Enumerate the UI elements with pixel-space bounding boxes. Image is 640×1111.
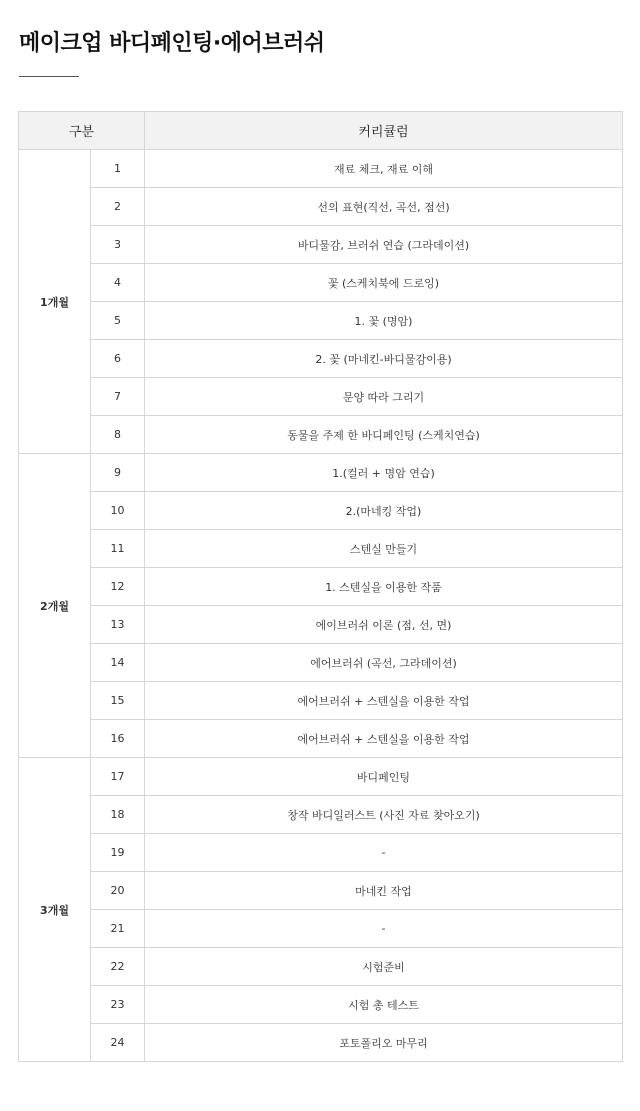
month-label: 3개월	[19, 758, 91, 1062]
table-row	[19, 796, 623, 834]
table-row	[19, 416, 623, 454]
table-row	[19, 150, 623, 188]
session-topic: -	[145, 910, 623, 948]
session-number: 24	[91, 1024, 145, 1062]
session-number: 20	[91, 872, 145, 910]
table-row	[19, 188, 623, 226]
table-row	[19, 834, 623, 872]
table-row	[19, 644, 623, 682]
title-underline	[19, 76, 79, 77]
session-topic: 2. 꽃 (마네킨-바디물감이용)	[145, 340, 623, 378]
header-group: 구분	[19, 112, 145, 150]
session-number: 4	[91, 264, 145, 302]
session-topic: 스텐실 만들기	[145, 530, 623, 568]
table-row	[19, 720, 623, 758]
table-row	[19, 682, 623, 720]
curriculum-table	[18, 111, 623, 1062]
table-row	[19, 758, 623, 796]
session-number: 21	[91, 910, 145, 948]
table-row	[19, 568, 623, 606]
session-number: 19	[91, 834, 145, 872]
table-row	[19, 530, 623, 568]
session-number: 2	[91, 188, 145, 226]
table-row	[19, 378, 623, 416]
session-number: 14	[91, 644, 145, 682]
page-title: 메이크업 바디페인팅·에어브러쉬	[19, 31, 325, 56]
session-number: 8	[91, 416, 145, 454]
table-row	[19, 226, 623, 264]
session-topic: 재료 체크, 재료 이해	[145, 150, 623, 188]
table-row	[19, 340, 623, 378]
session-topic: 바디물감, 브러쉬 연습 (그라데이션)	[145, 226, 623, 264]
session-topic: 시험 총 테스트	[145, 986, 623, 1024]
session-topic: 1. 스텐실을 이용한 작품	[145, 568, 623, 606]
table-row	[19, 606, 623, 644]
table-row	[19, 986, 623, 1024]
session-topic: 마네킨 작업	[145, 872, 623, 910]
session-topic: 에어브러쉬 + 스텐실을 이용한 작업	[145, 682, 623, 720]
session-topic: 시험준비	[145, 948, 623, 986]
month-label: 2개월	[19, 454, 91, 758]
table-row	[19, 948, 623, 986]
table-row	[19, 492, 623, 530]
session-topic: 1. 꽃 (명암)	[145, 302, 623, 340]
table-header-row	[19, 112, 623, 150]
session-topic: 포토폴리오 마무리	[145, 1024, 623, 1062]
session-topic: 에어브러쉬 + 스텐실을 이용한 작업	[145, 720, 623, 758]
session-number: 23	[91, 986, 145, 1024]
session-number: 12	[91, 568, 145, 606]
session-number: 18	[91, 796, 145, 834]
session-number: 15	[91, 682, 145, 720]
session-number: 17	[91, 758, 145, 796]
session-topic: 동물을 주제 한 바디페인팅 (스케치연습)	[145, 416, 623, 454]
session-number: 7	[91, 378, 145, 416]
session-topic: 문양 따라 그리기	[145, 378, 623, 416]
session-number: 9	[91, 454, 145, 492]
session-topic: 2.(마네킹 작업)	[145, 492, 623, 530]
table-row	[19, 872, 623, 910]
session-topic: 에어브러쉬 (곡선, 그라데이션)	[145, 644, 623, 682]
session-topic: 바디페인팅	[145, 758, 623, 796]
session-number: 10	[91, 492, 145, 530]
table-row	[19, 454, 623, 492]
session-topic: 꽃 (스케치북에 드로잉)	[145, 264, 623, 302]
table-row	[19, 264, 623, 302]
session-topic: 1.(컬러 + 명암 연습)	[145, 454, 623, 492]
session-number: 22	[91, 948, 145, 986]
session-number: 5	[91, 302, 145, 340]
session-number: 13	[91, 606, 145, 644]
table-row	[19, 302, 623, 340]
session-number: 3	[91, 226, 145, 264]
session-topic: 에이브러쉬 이론 (점, 선, 면)	[145, 606, 623, 644]
table-row	[19, 1024, 623, 1062]
curriculum-body	[19, 150, 623, 1062]
session-topic: 선의 표현(직선, 곡선, 점선)	[145, 188, 623, 226]
session-number: 1	[91, 150, 145, 188]
session-number: 6	[91, 340, 145, 378]
session-topic: 창작 바디일러스트 (사진 자료 찾아오기)	[145, 796, 623, 834]
session-topic: -	[145, 834, 623, 872]
month-label: 1개월	[19, 150, 91, 454]
table-row	[19, 910, 623, 948]
header-curriculum: 커리큘럼	[145, 112, 623, 150]
session-number: 16	[91, 720, 145, 758]
session-number: 11	[91, 530, 145, 568]
